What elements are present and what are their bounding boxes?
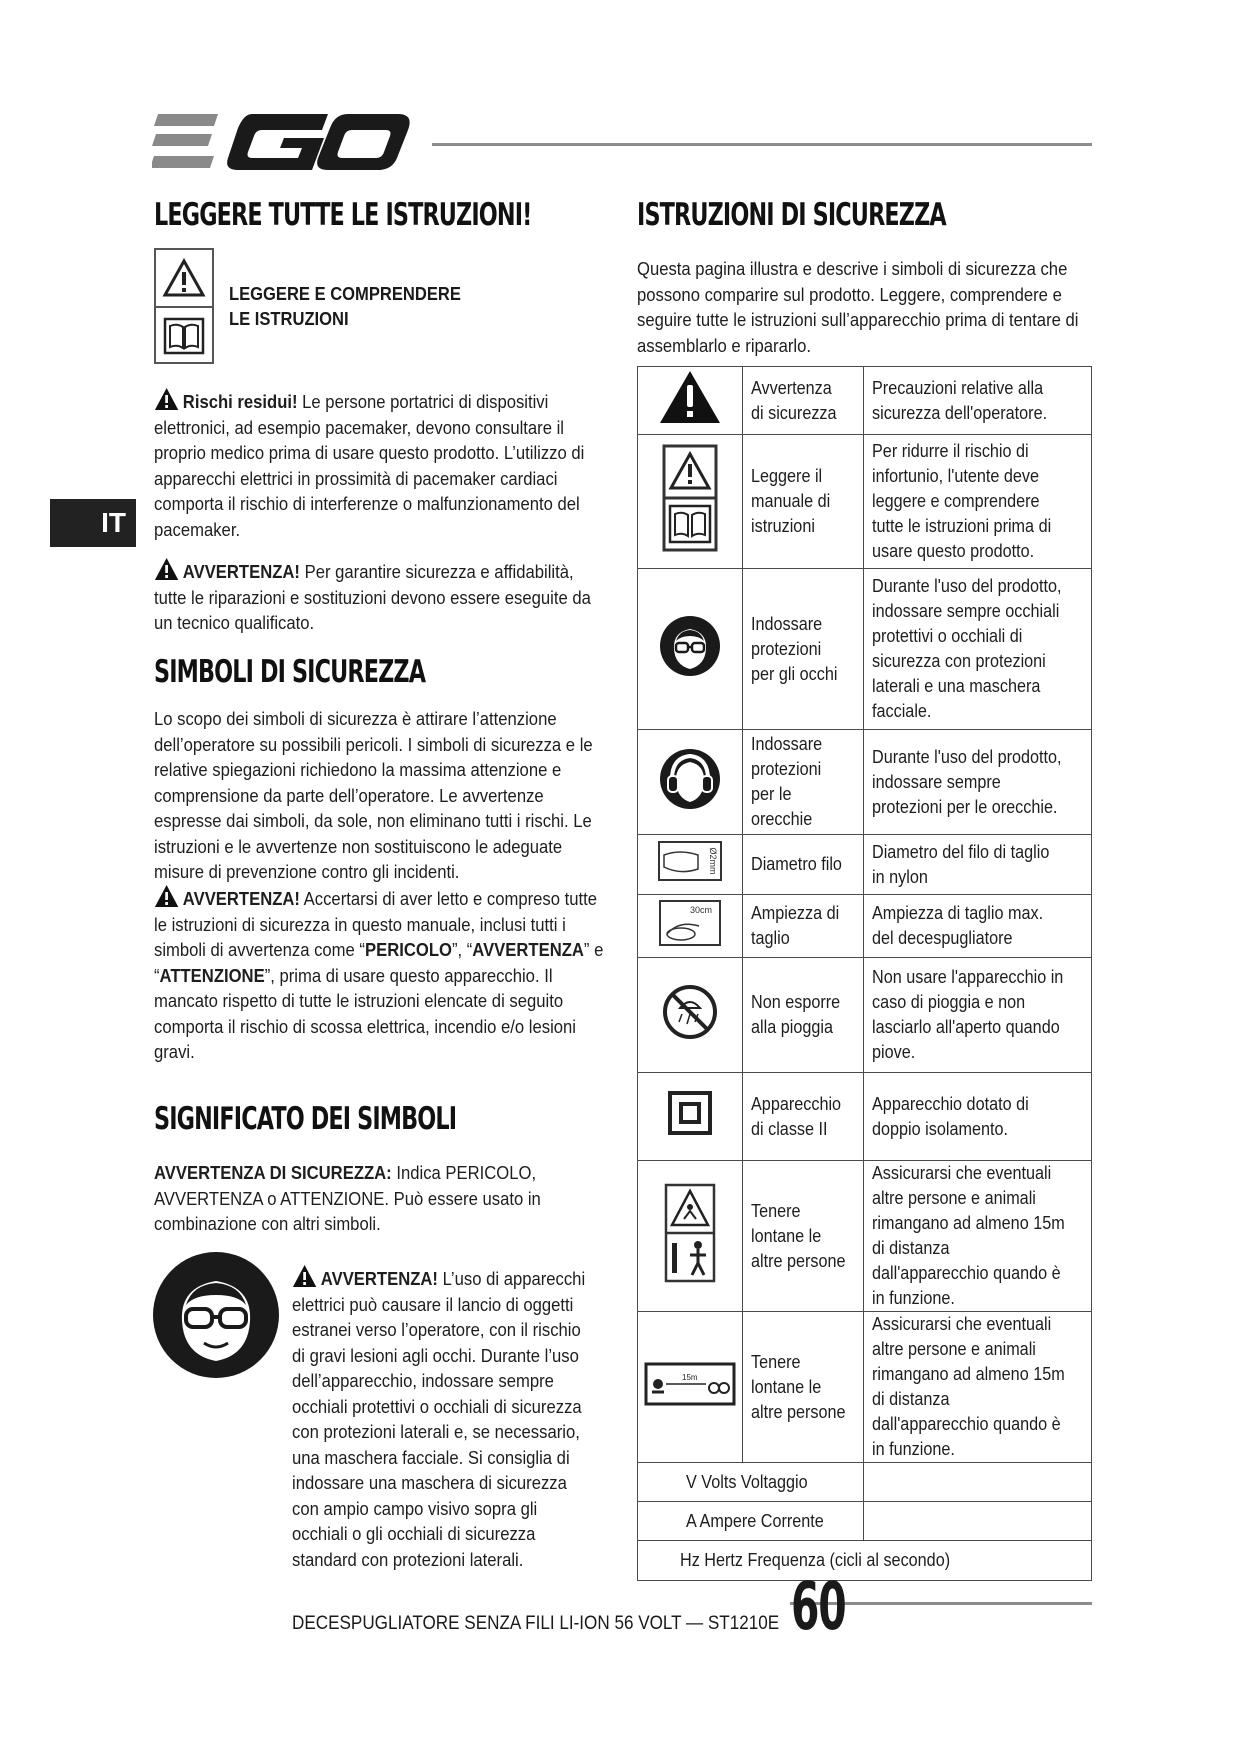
warn2-text: ”, “ <box>451 939 473 960</box>
read-instructions-symbol <box>154 248 214 364</box>
attenzione-term: ATTENZIONE <box>159 964 265 986</box>
header-rule <box>432 143 1092 146</box>
safety-symbols-table <box>637 366 1092 1581</box>
symbol-desc: Per ridurre il rischio di infortunio, l'utente deve leggere e comprendere tutte le istruzioni prima di usare questo prodotto. <box>872 441 1052 561</box>
goggles-warning-paragraph <box>292 1264 587 1572</box>
symbol-cell <box>638 435 743 569</box>
eye-protection-large-icon <box>152 1251 280 1379</box>
language-tab: IT <box>50 499 136 547</box>
symbol-name: Avvertenza di sicurezza <box>751 377 837 423</box>
table-row <box>638 730 1092 835</box>
warning-icon <box>154 557 179 581</box>
distance-15m-icon <box>644 1362 736 1406</box>
symbol-name: Non esporre alla pioggia <box>751 992 841 1037</box>
residual-risk-paragraph <box>154 387 606 542</box>
table-row <box>638 1312 1092 1463</box>
warning-triangle-icon <box>658 369 722 425</box>
symbol-cell <box>638 1312 743 1463</box>
symbol-desc: Non usare l'apparecchio in caso di pioggia e non lasciarlo all'aperto quando piove. <box>872 967 1064 1062</box>
table-row <box>638 1463 1092 1502</box>
no-rain-icon <box>662 984 718 1040</box>
table-row <box>638 569 1092 730</box>
safety-warning-definition <box>154 1160 606 1237</box>
symbol-name: Indossare protezioni per gli occhi <box>751 613 838 684</box>
symbol-desc: Durante l'uso del prodotto, indossare sempre occhiali protettivi o occhiali di sicurezza con protezioni laterali e una maschera facciale. <box>872 576 1062 721</box>
warning-icon <box>154 884 179 908</box>
symbol-cell <box>638 367 743 435</box>
symbol-name: Apparecchio di classe II <box>751 1093 842 1139</box>
symbol-cell <box>638 835 743 895</box>
icon-label: 30cm <box>689 904 713 915</box>
unit-ampere: A Ampere Corrente <box>686 1510 824 1531</box>
symbol-cell <box>638 1161 743 1312</box>
residual-text: Le persone portatrici di dispositivi elettronici, ad esempio pacemaker, devono consultare il proprio medico prima di usare questo prodotto. L’utilizzo di apparecchi elettrici in prossimità di pacemaker cardiaci comporta il rischio di interferenze o malfunzionamento del pacemaker. <box>154 391 585 540</box>
unit-cell <box>638 1502 864 1541</box>
heading-symbol-meaning: SIGNIFICATO DEI SIMBOLI <box>154 1101 457 1137</box>
intro-paragraph: Questa pagina illustra e descrive i simboli di sicurezza che possono comparire sul prodotto. Leggere, comprendere e seguire tutte le istruzioni sull’apparecchio prima di tentare di assemblarlo e ripararlo. <box>637 258 1079 356</box>
table-row <box>638 958 1092 1073</box>
read-label-line2: LE ISTRUZIONI <box>229 309 349 329</box>
warning-icon <box>292 1264 317 1288</box>
symbol-name: Diametro filo <box>751 854 842 874</box>
pericolo-term: PERICOLO <box>364 939 452 960</box>
symbol-name: Ampiezza di taglio <box>751 903 840 948</box>
footer-product-title: DECESPUGLIATORE SENZA FILI LI-ION 56 VOLT — ST1210E <box>292 1613 780 1634</box>
ear-protection-icon <box>659 748 721 810</box>
table-row <box>638 435 1092 569</box>
table-row <box>638 1073 1092 1161</box>
icon-label: Ø2mm <box>708 847 718 875</box>
symbol-desc: Durante l'uso del prodotto, indossare sempre protezioni per le orecchie. <box>872 746 1062 817</box>
symbols-paragraph: Lo scopo dei simboli di sicurezza è attirare l’attenzione dell’operatore su possibili pericoli. I simboli di sicurezza e le relative spiegazioni richiedono la massima attenzione e comprensione da parte dell’operatore. Le avvertenze espresse dai simboli, da sole, non eliminano tutti i rischi. Le istruzioni e le avvertenze non sostituiscono le adeguate misure di prevenzione contro gli incidenti. <box>154 708 593 882</box>
avvertenza-term: AVVERTENZA <box>472 939 584 960</box>
goggles-warn-text: L’uso di apparecchi elettrici può causare il lancio di oggetti estranei verso l’operatore, con il rischio di gravi lesioni agli occhi. Durante l’uso dell’apparecchio, indossare sempre occhiali protettivi o occhiali di sicurezza con protezioni laterali e, se necessario, una maschera facciale. Si consiglia di indossare una maschera di sicurezza con ampio campo visivo sopra gli occhiali o gli occhiali di sicurezza standard con protezioni laterali. <box>292 1268 586 1570</box>
class-two-icon <box>668 1091 712 1135</box>
table-row <box>638 835 1092 895</box>
symbol-cell <box>638 730 743 835</box>
symbol-desc: Diametro del filo di taglio in nylon <box>872 841 1050 887</box>
unit-cell <box>638 1463 864 1502</box>
table-row <box>638 367 1092 435</box>
unit-cell <box>638 1541 1092 1581</box>
goggles-warn-title: AVVERTENZA! <box>320 1268 438 1289</box>
page-number: 60 <box>791 1568 846 1645</box>
keep-bystanders-away-icon <box>664 1183 716 1283</box>
symbol-cell <box>638 1073 743 1161</box>
symbol-desc: Apparecchio dotato di doppio isolamento. <box>872 1093 1029 1139</box>
warn1-text: Per garantire sicurezza e affidabilità, tutte le riparazioni e sostituzioni devono essere eseguite da un tecnico qualificato. <box>154 561 591 633</box>
residual-title: Rischi residui! <box>182 391 298 412</box>
warn2-text: ”, prima di usare questo apparecchio. Il mancato rispetto di tutte le istruzioni elencate di seguito comporta il rischio di scossa elettrica, incendio e/o lesioni gravi. <box>154 964 577 1062</box>
warning-repairs-paragraph <box>154 557 606 636</box>
read-label-line1: LEGGERE E COMPRENDERE <box>229 284 461 304</box>
unit-volts: V Volts Voltaggio <box>686 1471 808 1492</box>
symbol-name: Tenere lontane le altre persone <box>751 1351 846 1422</box>
symbol-desc: Precauzioni relative alla sicurezza dell'operatore. <box>872 377 1048 423</box>
warn1-title: AVVERTENZA! <box>182 561 300 582</box>
warn2-text: ” e “ <box>154 939 604 986</box>
line-diameter-icon <box>658 841 722 881</box>
symbol-desc: Assicurarsi che eventuali altre persone e animali rimangano ad almeno 15m di distanza dall'apparecchio quando è in funzione. <box>872 1163 1065 1308</box>
symbol-cell <box>638 569 743 730</box>
warn2-text: Accertarsi di aver letto e compreso tutte le istruzioni di sicurezza in questo manuale, inclusi tutti i simboli di avvertenza come “ <box>154 888 598 960</box>
icon-label: 15m <box>682 1372 698 1382</box>
symbol-name: Tenere lontane le altre persone <box>751 1200 846 1271</box>
table-row <box>638 895 1092 958</box>
symbol-desc: Assicurarsi che eventuali altre persone e animali rimangano ad almeno 15m di distanza dall'apparecchio quando è in funzione. <box>872 1314 1065 1459</box>
symbol-cell <box>638 895 743 958</box>
symbol-name: Leggere il manuale di istruzioni <box>751 466 831 536</box>
symbol-cell <box>638 958 743 1073</box>
ego-logo <box>152 112 410 174</box>
table-row <box>638 1502 1092 1541</box>
symbol-name: Indossare protezioni per le orecchie <box>751 734 823 829</box>
heading-read-instructions: LEGGERE TUTTE LE ISTRUZIONI! <box>154 197 532 233</box>
heading-safety-symbols: SIMBOLI DI SICUREZZA <box>154 654 426 690</box>
warning-triangle-icon <box>162 258 206 298</box>
meaning-title: AVVERTENZA DI SICUREZZA: <box>154 1162 392 1183</box>
warn2-title: AVVERTENZA! <box>182 888 300 909</box>
warning-icon <box>154 387 179 411</box>
heading-safety-instructions: ISTRUZIONI DI SICUREZZA <box>637 197 946 233</box>
warning-read-all-paragraph <box>154 884 606 1065</box>
read-manual-icon <box>662 444 718 552</box>
meaning-text: Indica PERICOLO, AVVERTENZA o ATTENZIONE. Può essere usato in combinazione con altri simboli. <box>154 1162 541 1234</box>
table-row <box>638 1541 1092 1581</box>
symbol-desc: Ampiezza di taglio max. del decespugliatore <box>872 903 1044 948</box>
manual-book-icon <box>162 316 206 356</box>
cutting-width-icon <box>659 900 721 946</box>
unit-hertz: Hz Hertz Frequenza (cicli al secondo) <box>680 1550 951 1570</box>
table-row <box>638 1161 1092 1312</box>
eye-protection-icon <box>659 615 721 677</box>
